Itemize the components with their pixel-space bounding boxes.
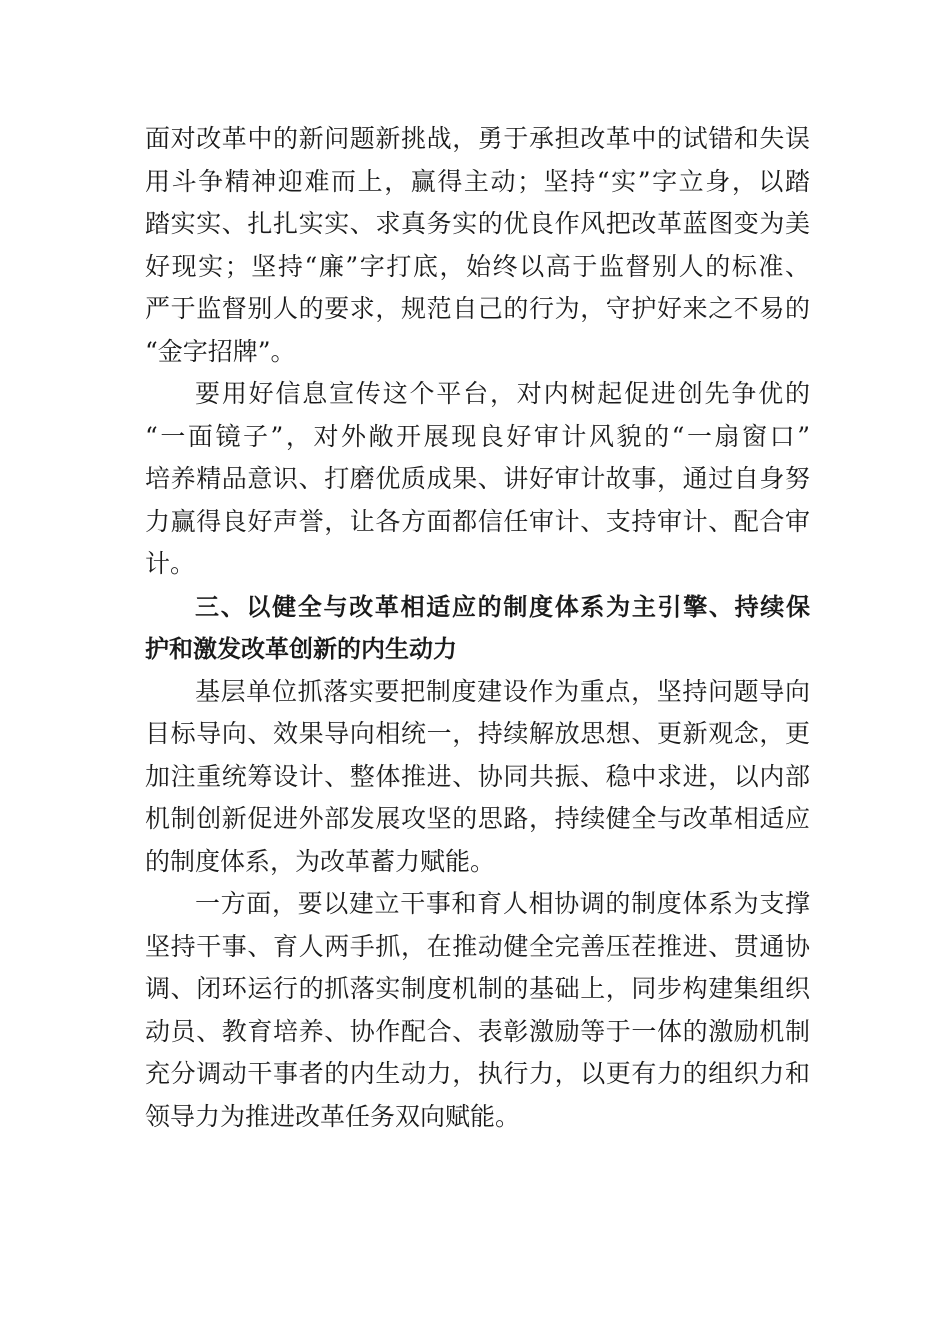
heading-line: 护和激发改革创新的内生动力 xyxy=(145,635,457,663)
text-line: 动员、教育培养、协作配合、表彰激励等于一体的激励机制 xyxy=(145,1016,810,1046)
text-line: 计。 xyxy=(145,549,196,578)
text-line: 充分调动干事者的内生动力，执行力，以更有力的组织力和 xyxy=(145,1059,810,1088)
text-line: 调、闭环运行的抓落实制度机制的基础上，同步构建集组织 xyxy=(145,974,810,1003)
text-line: 目标导向、效果导向相统一，持续解放思想、更新观念，更 xyxy=(145,719,810,748)
text-line: 领导力为推进改革任务双向赋能。 xyxy=(145,1101,521,1131)
heading-line: 三、以健全与改革相适应的制度体系为主引擎、持续保 xyxy=(195,592,810,621)
text-line: 面对改革中的新问题新挑战，勇于承担改革中的试错和失误 xyxy=(145,124,810,153)
paragraph xyxy=(145,671,810,884)
text-line: 加注重统筹设计、整体推进、协同共振、稳中求进，以内部 xyxy=(145,761,810,791)
text-line: 一方面，要以建立干事和育人相协调的制度体系为支撑 xyxy=(195,889,810,918)
text-line: “金字招牌”。 xyxy=(145,336,296,366)
document-body xyxy=(145,118,810,1138)
paragraph xyxy=(145,118,810,373)
text-line: 好现实；坚持“廉”字打底，始终以高于监督别人的标准、 xyxy=(145,251,810,281)
text-line: 的制度体系，为改革蓄力赋能。 xyxy=(145,846,496,876)
paragraph xyxy=(145,883,810,1138)
text-line: 用斗争精神迎难而上，赢得主动；坚持“实”字立身，以踏 xyxy=(145,166,810,196)
paragraph xyxy=(145,373,810,586)
text-line: 踏实实、扎扎实实、求真务实的优良作风把改革蓝图变为美 xyxy=(145,209,810,238)
text-line: 力赢得良好声誉，让各方面都信任审计、支持审计、配合审 xyxy=(145,506,810,536)
text-line: 要用好信息宣传这个平台，对内树起促进创先争优的 xyxy=(195,379,810,408)
section-heading xyxy=(145,586,810,671)
text-line: 培养精品意识、打磨优质成果、讲好审计故事，通过自身努 xyxy=(145,464,810,493)
text-line: 基层单位抓落实要把制度建设作为重点，坚持问题导向 xyxy=(195,676,810,706)
text-line: 机制创新促进外部发展攻坚的思路，持续健全与改革相适应 xyxy=(145,804,810,833)
text-line: “一面镜子”，对外敞开展现良好审计风貌的“一扇窗口” xyxy=(145,421,810,451)
text-line: 严于监督别人的要求，规范自己的行为，守护好来之不易的 xyxy=(145,294,810,323)
text-line: 坚持干事、育人两手抓，在推动健全完善压茬推进、贯通协 xyxy=(145,931,810,961)
